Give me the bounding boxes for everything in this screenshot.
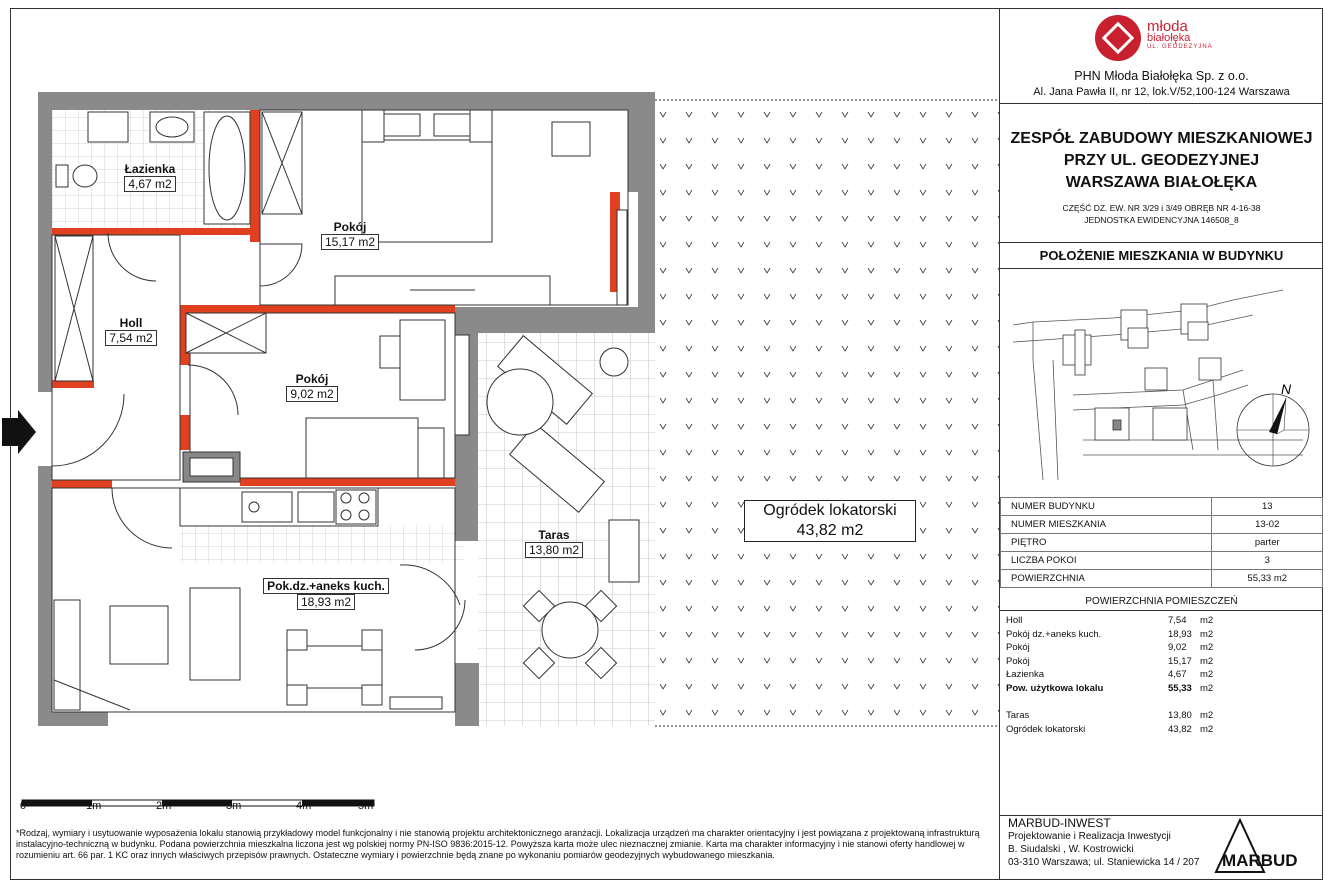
room-name: Ogródek lokatorski bbox=[763, 502, 897, 519]
info-label: PIĘTRO bbox=[1001, 534, 1212, 552]
area-value: 13,80 bbox=[1168, 710, 1192, 721]
area-name: Holl bbox=[1006, 615, 1023, 626]
room-area: 15,17 m2 bbox=[321, 234, 379, 250]
label-garden bbox=[744, 500, 916, 542]
area-unit: m2 bbox=[1200, 628, 1214, 640]
area-value: 18,93 bbox=[1168, 628, 1192, 640]
list-item-total bbox=[1006, 683, 1316, 697]
list-item bbox=[1006, 615, 1316, 629]
label-hall bbox=[96, 316, 166, 346]
area-unit: m2 bbox=[1200, 642, 1214, 653]
area-value: 4,67 bbox=[1168, 669, 1187, 680]
table-row bbox=[1001, 516, 1323, 534]
contractor-line: Projektowanie i Realizacja Inwestycji bbox=[1008, 831, 1171, 842]
garden-area bbox=[655, 100, 999, 726]
info-value: 13 bbox=[1212, 498, 1323, 516]
area-unit: m2 bbox=[1200, 682, 1214, 694]
area-name: Pokój bbox=[1006, 655, 1030, 667]
room-area: 7,54 m2 bbox=[105, 330, 156, 346]
developer-info bbox=[1000, 68, 1323, 100]
room-areas-title: POWIERZCHNIA POMIESZCZEŃ bbox=[1085, 596, 1238, 607]
project-title bbox=[1000, 128, 1323, 226]
contractor-line: 03-310 Warszawa; ul. Staniewicka 14 / 207 bbox=[1008, 857, 1200, 868]
parcel-info: JEDNOSTKA EWIDENCYJNA 146508_8 bbox=[1084, 215, 1239, 225]
room-area: 4,67 m2 bbox=[124, 176, 175, 192]
list-item bbox=[1006, 710, 1316, 724]
scale-label: 4m bbox=[296, 800, 312, 812]
scale-bar bbox=[22, 800, 374, 806]
info-value: 13-02 bbox=[1212, 516, 1323, 534]
project-title-line: ZESPÓŁ ZABUDOWY MIESZKANIOWEJ bbox=[1010, 130, 1313, 147]
site-map bbox=[1003, 280, 1321, 490]
area-value: 15,17 bbox=[1168, 655, 1192, 667]
room-name: Pok.dz.+aneks kuch. bbox=[263, 578, 389, 594]
area-value: 55,33 bbox=[1168, 682, 1192, 694]
brand-logo-street: UL. GEODEZYJNA bbox=[1147, 44, 1213, 50]
scale-label: 5m bbox=[358, 800, 374, 812]
label-bathroom bbox=[115, 162, 185, 192]
table-row bbox=[1001, 498, 1323, 516]
label-room2 bbox=[272, 372, 352, 402]
room-name: Pokój bbox=[333, 220, 367, 234]
bedroom-furniture bbox=[335, 110, 627, 305]
kitchen bbox=[180, 488, 378, 526]
table-row bbox=[1001, 552, 1323, 570]
contractor-logo-text: MARBUD bbox=[1222, 851, 1298, 870]
scale-label: 2m bbox=[156, 800, 172, 812]
area-unit: m2 bbox=[1200, 655, 1214, 667]
parcel-info: CZĘŚĆ DZ. EW. NR 3/29 i 3/49 OBRĘB NR 4-16-38 bbox=[1062, 203, 1261, 213]
scale-label: 1m bbox=[86, 800, 102, 812]
entrance-arrow bbox=[2, 410, 36, 454]
brand-logo-main: młoda bbox=[1147, 18, 1188, 35]
project-title-line: PRZY UL. GEODEZYJNEJ bbox=[1063, 152, 1260, 169]
info-label: NUMER MIESZKANIA bbox=[1001, 516, 1212, 534]
area-unit: m2 bbox=[1200, 669, 1214, 680]
area-name: Pokój dz.+aneks kuch. bbox=[1006, 628, 1102, 640]
contractor-info bbox=[1008, 817, 1199, 869]
table-row bbox=[1001, 534, 1323, 552]
location-title: POŁOŻENIE MIESZKANIA W BUDYNKU bbox=[1039, 248, 1284, 263]
info-label: POWIERZCHNIA bbox=[1001, 570, 1212, 588]
info-label: NUMER BUDYNKU bbox=[1001, 498, 1212, 516]
area-name: Ogródek lokatorski bbox=[1006, 723, 1086, 735]
room-name: Łazienka bbox=[124, 162, 176, 176]
scale-label: 3m bbox=[226, 800, 242, 812]
room-area: 9,02 m2 bbox=[286, 386, 337, 402]
brand-logo-icon bbox=[1094, 14, 1144, 64]
info-value: parter bbox=[1212, 534, 1323, 552]
area-unit: m2 bbox=[1200, 615, 1214, 626]
apartment-info-table bbox=[1000, 497, 1323, 588]
list-item bbox=[1006, 656, 1316, 670]
contractor-name: MARBUD-INWEST bbox=[1008, 816, 1111, 830]
list-item bbox=[1006, 642, 1316, 656]
developer-name: PHN Młoda Białołęka Sp. z o.o. bbox=[1074, 69, 1249, 83]
disclaimer-footnote: *Rodzaj, wymiary i usytuowanie wyposażenia lokalu stanowią przykładowy model funkcjonalny i nie stanowią projektu architektonicznego aranżacji. Lokalizacja urządzeń ma charakter orientacyjny i jest powiązana z projektowaną infrastrukturą instalacyjno-techniczną w budynku. Podana powierzchnia mieszkalna liczona jest wg polskiej normy PN-ISO 9836:2015-12. Powyższa karta może ulec nieznacznej zmianie. Karta ma charakter informacyjny i nie stanowi oferty handlowej w rozumieniu art. 66 par. 1 KC oraz innych właściwych przepisów prawnych. Ostateczne wymiary i powierzchnie będą znane po wykonaniu pomiarów geodezyjnych wybudowanego mieszkania. bbox=[16, 828, 980, 860]
area-name: Pokój bbox=[1006, 642, 1030, 653]
info-value: 3 bbox=[1212, 552, 1323, 570]
label-living bbox=[260, 578, 392, 610]
area-name: Łazienka bbox=[1006, 669, 1045, 680]
label-room1 bbox=[310, 220, 390, 250]
area-unit: m2 bbox=[1200, 723, 1214, 735]
list-item bbox=[1006, 629, 1316, 643]
contractor-logo-icon bbox=[1212, 818, 1312, 874]
contractor-line: B. Siudalski , W. Kostrowicki bbox=[1008, 844, 1134, 855]
scale-label: 0 bbox=[20, 800, 27, 812]
area-value: 43,82 bbox=[1168, 723, 1192, 735]
info-label: LICZBA POKOI bbox=[1001, 552, 1212, 570]
label-terrace bbox=[514, 528, 594, 558]
project-title-line: WARSZAWA BIAŁOŁĘKA bbox=[1065, 174, 1258, 191]
room-area: 18,93 m2 bbox=[297, 594, 355, 610]
room-area: 13,80 m2 bbox=[525, 542, 583, 558]
developer-address: Al. Jana Pawła II, nr 12, lok.V/52,100-124 Warszawa bbox=[1033, 86, 1290, 98]
list-item bbox=[1006, 669, 1316, 683]
brand-logo-sub: białołęka bbox=[1147, 32, 1191, 44]
list-item bbox=[1006, 724, 1316, 738]
info-value: 55,33 m2 bbox=[1212, 570, 1323, 588]
room-name: Taras bbox=[538, 528, 570, 542]
area-name: Taras bbox=[1006, 710, 1030, 721]
area-value: 7,54 bbox=[1168, 615, 1187, 626]
table-row bbox=[1001, 570, 1323, 588]
room-name: Pokój bbox=[295, 372, 329, 386]
north-label: N bbox=[1281, 381, 1292, 397]
room-area: 43,82 m2 bbox=[796, 522, 864, 539]
area-unit: m2 bbox=[1200, 710, 1214, 721]
room-name: Holl bbox=[119, 316, 143, 330]
area-value: 9,02 bbox=[1168, 642, 1187, 653]
area-name: Pow. użytkowa lokalu bbox=[1006, 682, 1104, 694]
room-areas-list bbox=[1006, 615, 1316, 737]
